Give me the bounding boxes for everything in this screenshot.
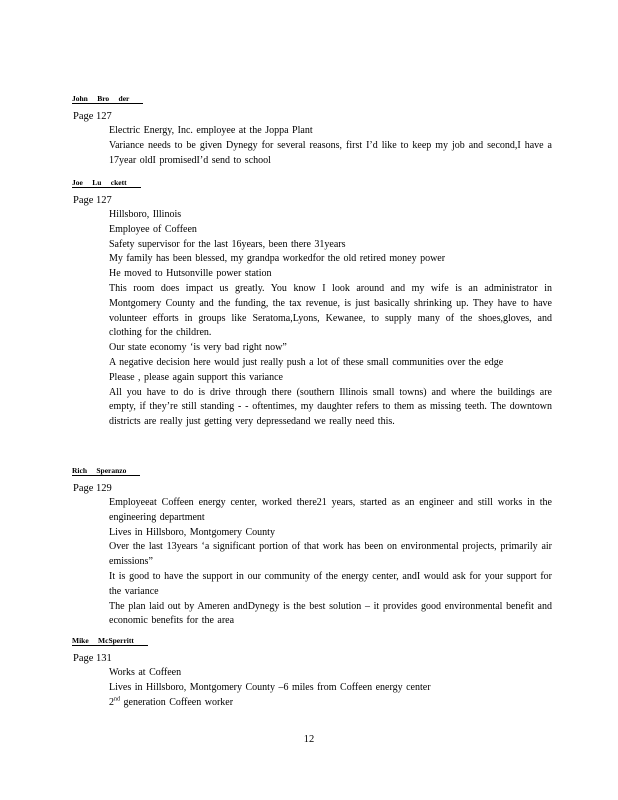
- list-item: The plan laid out by Ameren andDynegy is the best solution – it provides good environmental benefit and economic benefits for the area: [109, 600, 552, 627]
- bullet-list: [72, 496, 552, 629]
- list-item: Variance needs to be given Dynegy for several reasons, first I’d like to keep my job and second,I have a 17year oldI promisedI’d send to school: [109, 139, 552, 166]
- list-item: Safety supervisor for the last 16years, been there 31years: [109, 238, 346, 250]
- list-item: This room does impact us greatly. You know I look around and my wife is an administrator in Montgomery County and the funding, the tax revenue, is just basically shrinking up. They have to have volunteer efforts in groups like Seratoma,Lyons, Kewanee, to supply many of the shoes,gloves, and clothing for the children.: [109, 282, 552, 339]
- page-reference: Page 129: [73, 483, 112, 494]
- page-reference: Page 127: [73, 195, 112, 206]
- list-item: Lives in Hillsboro, Montgomery County –6 miles from Coffeen energy center: [109, 681, 431, 693]
- list-item: Employeeat Coffeen energy center, worked there21 years, started as an engineer and still works in the engineering department: [109, 497, 552, 523]
- page-reference: Page 131: [73, 653, 112, 664]
- speaker-section: [72, 172, 552, 430]
- speaker-name: Rich Speranzo: [72, 466, 140, 476]
- list-item: A negative decision here would just really push a lot of these small communities over the edge: [109, 356, 504, 368]
- page-reference: Page 127: [73, 111, 112, 122]
- list-item: Works at Coffeen: [109, 667, 182, 678]
- list-item: Employee of Coffeen: [109, 223, 197, 235]
- list-item: [72, 696, 552, 711]
- speaker-name: Joe Lu ckett: [72, 178, 141, 188]
- list-item: All you have to do is drive through there (southern Illinois small towns) and where the buildings are empty, if they’re still standing - - oftentimes, my daughter refers to them as missing teeth. The downtown districts are really just getting very depressedand we really need this.: [109, 386, 552, 428]
- superscript-text: 2nd generation Coffeen worker: [109, 696, 234, 708]
- list-item: Electric Energy, Inc. employee at the Joppa Plant: [109, 125, 313, 136]
- list-item: Please , please again support this variance: [109, 371, 283, 383]
- speaker-section: [72, 460, 552, 629]
- list-item: My family has been blessed, my grandpa workedfor the old retired money power: [109, 253, 446, 265]
- list-item: It is good to have the support in our community of the energy center, andI would ask for your support for the variance: [109, 570, 552, 597]
- list-item: Hillsboro, Illinois: [109, 209, 182, 220]
- speaker-section: [72, 630, 552, 710]
- speaker-name: Mike McSperritt: [72, 636, 148, 646]
- speaker-section: [72, 88, 552, 168]
- bullet-list: [72, 124, 552, 168]
- list-item: He moved to Hutsonville power station: [109, 268, 272, 280]
- page-number: 12: [303, 734, 315, 745]
- list-item: Over the last 13years ‘a significant portion of that work has been on environmental projects, primarily air emissions”: [109, 541, 552, 568]
- bullet-list: [72, 666, 552, 710]
- speaker-name: John Bro der: [72, 94, 143, 104]
- list-item: Lives in Hillsboro, Montgomery County: [109, 526, 275, 538]
- list-item: Our state economy ‘is very bad right now”: [109, 342, 287, 354]
- bullet-list: [72, 208, 552, 430]
